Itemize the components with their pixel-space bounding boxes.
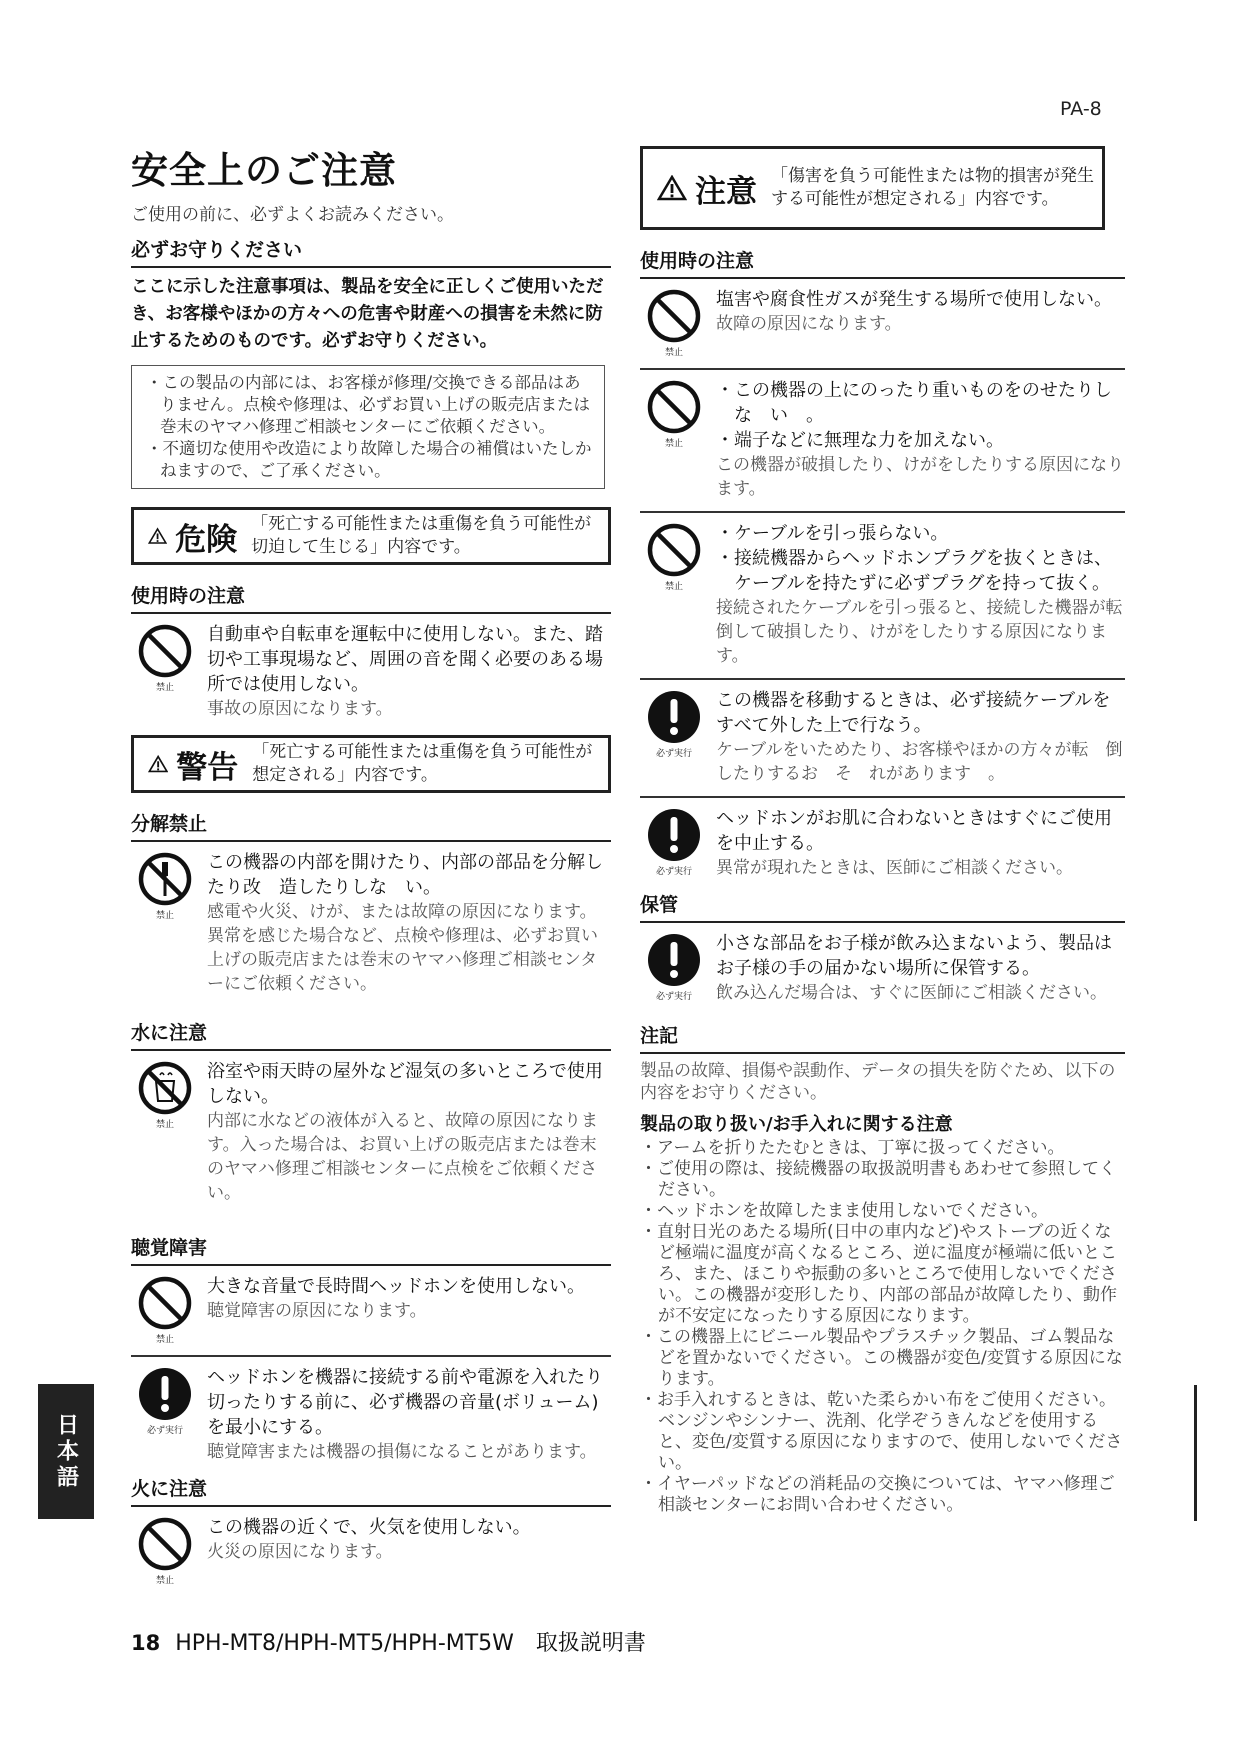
hearing-heading: 聴覚障害 bbox=[131, 1233, 611, 1266]
handling-item: ・ご使用の際は、接続機器の取扱説明書もあわせて参照してください。 bbox=[640, 1159, 1116, 1200]
item-note: 故障の原因になります。 bbox=[716, 314, 902, 334]
danger-signal-box bbox=[131, 507, 611, 565]
icon-label: 禁止 bbox=[664, 439, 683, 449]
warning-word: 警告 bbox=[176, 749, 239, 786]
hearing-item-2 bbox=[131, 1355, 611, 1474]
item-main: 小さな部品をお子様が飲み込まないよう、製品はお子様の手の届かない場所に保管する。 bbox=[716, 933, 1112, 979]
must-heading: 必ずお守りください bbox=[131, 235, 611, 268]
icon-label: 禁止 bbox=[664, 582, 683, 592]
item-note: 聴覚障害の原因になります。 bbox=[207, 1301, 427, 1321]
page-code: PA-8 bbox=[1060, 98, 1102, 120]
icon-label: 禁止 bbox=[664, 348, 683, 358]
caution-usage-heading: 使用時の注意 bbox=[640, 246, 1125, 279]
water-item bbox=[131, 1051, 611, 1215]
item-bullet: ・この機器の上にのったり重いものをのせたりしな い 。 bbox=[716, 380, 1112, 426]
hearing-item-1 bbox=[131, 1266, 611, 1355]
no-disassembly-icon bbox=[131, 850, 199, 921]
icon-label: 禁止 bbox=[155, 1335, 174, 1345]
repair-notice-box bbox=[131, 365, 605, 489]
item-note: 飲み込んだ場合は、すぐに医師にご相談ください。 bbox=[716, 983, 1107, 1003]
fire-heading: 火に注意 bbox=[131, 1474, 611, 1507]
caution-item-4 bbox=[640, 678, 1125, 796]
danger-word: 危険 bbox=[175, 521, 238, 558]
page-subtitle: ご使用の前に、必ずよくお読みください。 bbox=[131, 205, 454, 225]
item-main: 自動車や自転車を運転中に使用しない。また、踏切や工事現場など、周囲の音を聞く必要のある場所では使用しない。 bbox=[207, 624, 603, 695]
prohibition-icon bbox=[640, 287, 708, 358]
caution-item-5 bbox=[640, 796, 1125, 890]
handling-item: ・お手入れするときは、乾いた柔らかい布をご使用ください。ベンジンやシンナー、洗剤、化学ぞうきんなどを使用すると、変色/変質する原因になりますので、使用しないでください。 bbox=[640, 1390, 1123, 1473]
icon-label: 必ず実行 bbox=[655, 867, 692, 877]
left-column bbox=[131, 140, 611, 1596]
item-main: この機器の近くで、火気を使用しない。 bbox=[207, 1517, 531, 1538]
item-bullet: ・接続機器からヘッドホンプラグを抜くときは、ケーブルを持たずに必ずプラグを持って抜く。 bbox=[716, 548, 1112, 594]
water-heading: 水に注意 bbox=[131, 1018, 611, 1051]
item-note: 感電や火災、けが、または故障の原因になります。異常を感じた場合など、点検や修理は、必ずお買い上げの販売店または巻末のヤマハ修理ご相談センターにご依頼ください。 bbox=[207, 902, 598, 994]
prohibition-icon bbox=[640, 378, 708, 449]
warning-desc: 「死亡する可能性または重傷を負う可能性が想定される」内容です。 bbox=[252, 742, 593, 785]
caution-item-2 bbox=[640, 368, 1125, 511]
handling-list bbox=[640, 1138, 1125, 1516]
handling-item: ・イヤーパッドなどの消耗品の交換については、ヤマハ修理ご相談センターにお問い合わせください。 bbox=[640, 1474, 1115, 1515]
item-note: 内部に水などの液体が入ると、故障の原因になります。入った場合は、お買い上げの販売店または巻末のヤマハ修理ご相談センターに点検をご依頼ください。 bbox=[207, 1111, 598, 1203]
storage-heading: 保管 bbox=[640, 890, 1125, 923]
caution-item-1 bbox=[640, 279, 1125, 368]
item-bullet: ・ケーブルを引っ張らない。 bbox=[716, 523, 949, 544]
no-water-icon bbox=[131, 1059, 199, 1130]
handling-item: ・この機器上にビニール製品やプラスチック製品、ゴム製品などを置かないでください。この機器が変色/変質する原因になります。 bbox=[640, 1327, 1123, 1389]
mandatory-action-icon bbox=[640, 931, 708, 1002]
mandatory-action-icon bbox=[640, 688, 708, 759]
mandatory-action-icon bbox=[640, 806, 708, 877]
box-note: ・不適切な使用や改造により故障した場合の補償はいたしかねますので、ご了承ください。 bbox=[146, 439, 592, 480]
warning-triangle-icon bbox=[148, 751, 168, 777]
item-note: ケーブルをいためたり、お客様やほかの方々が転 倒したりするお そ れがあります 。 bbox=[716, 740, 1123, 784]
item-main: 大きな音量で長時間ヘッドホンを使用しない。 bbox=[207, 1276, 585, 1297]
caution-signal-box bbox=[640, 146, 1105, 230]
item-main: ヘッドホンを機器に接続する前や電源を入れたり切ったりする前に、必ず機器の音量(ボリューム)を最小にする。 bbox=[207, 1367, 603, 1438]
handling-heading: 製品の取り扱い/お手入れに関する注意 bbox=[640, 1114, 953, 1135]
handling-item: ・ヘッドホンを故障したまま使用しないでください。 bbox=[640, 1201, 1048, 1221]
item-note: 接続されたケーブルを引っ張ると、接続した機器が転倒して破損したり、けがをしたりする原因になります。 bbox=[716, 598, 1123, 666]
handling-item: ・直射日光のあたる場所(日中の車内など)やストーブの近くなど極端に温度が高くなるところ、逆に温度が極端に低いところ、また、ほこりや振動の多いところで使用しないでください。この機器が変形したり、内部の部品が故障したり、動作が不安定になったりする原因になります。 bbox=[640, 1222, 1117, 1326]
icon-label: 禁止 bbox=[155, 1576, 174, 1586]
danger-desc: 「死亡する可能性または重傷を負う可能性が切迫して生じる」内容です。 bbox=[251, 514, 592, 557]
storage-item bbox=[640, 923, 1125, 1015]
item-note: 事故の原因になります。 bbox=[207, 699, 393, 719]
page-edge-marker bbox=[1194, 1385, 1197, 1521]
prohibition-icon bbox=[131, 1274, 199, 1345]
warning-triangle-icon bbox=[148, 523, 167, 549]
page-number: 18 bbox=[131, 1631, 161, 1655]
right-column bbox=[640, 146, 1125, 1516]
box-note: ・この製品の内部には、お客様が修理/交換できる部品はありません。点検や修理は、必ずお買い上げの販売店または巻末のヤマハ修理ご相談センターにご依頼ください。 bbox=[146, 373, 590, 436]
page-title: 安全上のご注意 bbox=[131, 149, 397, 192]
fire-item bbox=[131, 1507, 611, 1596]
danger-usage-heading: 使用時の注意 bbox=[131, 581, 611, 614]
icon-label: 禁止 bbox=[155, 911, 174, 921]
icon-label: 必ず実行 bbox=[655, 749, 692, 759]
item-note: 聴覚障害または機器の損傷になることがあります。 bbox=[207, 1442, 597, 1462]
language-tab-label: 日本語 bbox=[53, 1412, 79, 1491]
mandatory-action-icon bbox=[131, 1365, 199, 1436]
disassembly-item bbox=[131, 842, 611, 1006]
prohibition-icon bbox=[131, 622, 199, 693]
page-footer bbox=[131, 1626, 646, 1657]
disassembly-heading: 分解禁止 bbox=[131, 809, 611, 842]
icon-label: 禁止 bbox=[155, 1120, 174, 1130]
item-bullet: ・端子などに無理な力を加えない。 bbox=[716, 430, 1004, 451]
handling-item: ・アームを折りたたむときは、丁寧に扱ってください。 bbox=[640, 1138, 1065, 1158]
danger-usage-item bbox=[131, 614, 611, 731]
warning-triangle-icon bbox=[657, 175, 687, 201]
prohibition-icon bbox=[640, 521, 708, 592]
notice-heading: 注記 bbox=[640, 1021, 1125, 1054]
item-note: この機器が破損したり、けがをしたりする原因になります。 bbox=[716, 455, 1124, 499]
item-main: ヘッドホンがお肌に合わないときはすぐにご使用を中止する。 bbox=[716, 808, 1112, 854]
item-note: 火災の原因になります。 bbox=[207, 1542, 393, 1562]
caution-item-3 bbox=[640, 511, 1125, 678]
prohibition-icon bbox=[131, 1515, 199, 1586]
language-tab bbox=[38, 1384, 94, 1519]
item-main: この機器を移動するときは、必ず接続ケーブルをすべて外した上で行なう。 bbox=[716, 690, 1111, 736]
must-text: ここに示した注意事項は、製品を安全に正しくご使用いただき、お客様やほかの方々への危害や財産への損害を未然に防止するためのものです。必ずお守りください。 bbox=[131, 277, 604, 351]
caution-word: 注意 bbox=[695, 173, 757, 210]
item-main: 浴室や雨天時の屋外など湿気の多いところで使用しない。 bbox=[207, 1061, 603, 1107]
model-title: HPH-MT8/HPH-MT5/HPH-MT5W 取扱説明書 bbox=[175, 1631, 646, 1656]
caution-desc: 「傷害を負う可能性または物的損害が発生する可能性が想定される」内容です。 bbox=[771, 166, 1094, 209]
icon-label: 禁止 bbox=[155, 683, 174, 693]
item-note: 異常が現れたときは、医師にご相談ください。 bbox=[716, 858, 1073, 878]
icon-label: 必ず実行 bbox=[146, 1426, 183, 1436]
item-main: この機器の内部を開けたり、内部の部品を分解したり改 造したりしな い。 bbox=[207, 852, 603, 898]
item-main: 塩害や腐食性ガスが発生する場所で使用しない。 bbox=[716, 289, 1112, 310]
notice-text: 製品の故障、損傷や誤動作、データの損失を防ぐため、以下の内容をお守りください。 bbox=[640, 1061, 1116, 1103]
warning-signal-box bbox=[131, 735, 611, 793]
icon-label: 必ず実行 bbox=[655, 992, 692, 1002]
